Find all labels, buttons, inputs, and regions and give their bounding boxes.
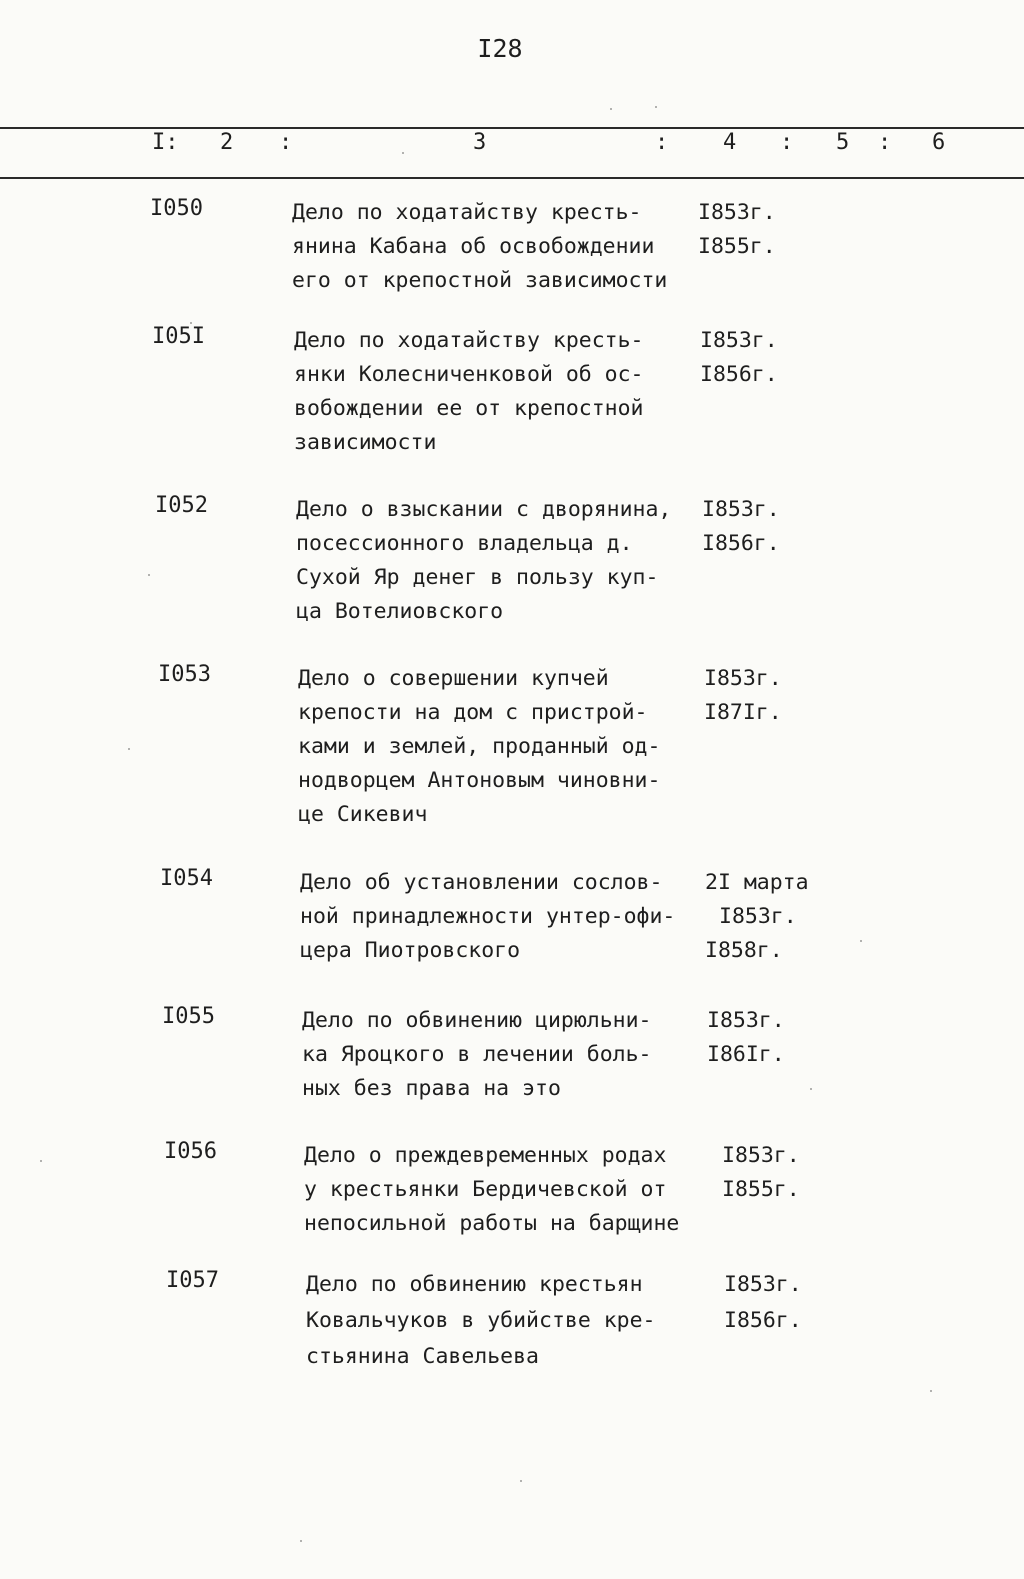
description-line: ка Яроцкого в лечении боль-	[302, 1042, 652, 1067]
date-line: I858г.	[705, 938, 783, 963]
description-line: крепости на дом с пристрой-	[298, 700, 648, 725]
entry-number: I055	[162, 1004, 215, 1029]
scan-speck	[860, 940, 862, 942]
scan-speck	[655, 106, 657, 108]
description-line: янки Колесниченковой об ос-	[294, 362, 644, 387]
description-line: посессионного владельца д.	[296, 531, 633, 556]
entry-dates	[707, 1004, 847, 1072]
description-line: Дело о взыскании с дворянина,	[296, 497, 672, 522]
column-header-3: 3	[473, 130, 487, 155]
entry-description	[296, 493, 716, 629]
column-header-1: I:	[152, 130, 179, 155]
entry-description	[300, 866, 720, 968]
date-line: I853г.	[724, 1272, 802, 1297]
scan-speck	[930, 1390, 932, 1392]
table-top-rule	[0, 127, 1024, 129]
scan-speck	[610, 108, 612, 110]
scan-speck	[148, 574, 150, 576]
description-line: ной принадлежности унтер-офи-	[300, 904, 676, 929]
description-line: Ковальчуков в убийстве кре-	[306, 1308, 656, 1333]
entry-description	[298, 662, 718, 832]
date-line: I855г.	[698, 234, 776, 259]
column-separator: :	[279, 130, 293, 155]
description-line: Дело по обвинению крестьян	[306, 1272, 643, 1297]
description-line: Дело об установлении сослов-	[300, 870, 663, 895]
entry-dates	[702, 493, 842, 561]
description-line: нодворцем Антоновым чиновни-	[298, 768, 661, 793]
description-line: непосильной работы на барщине	[304, 1211, 680, 1236]
description-line: его от крепостной зависимости	[292, 268, 668, 293]
column-header-2: 2	[220, 130, 234, 155]
scan-speck	[128, 748, 130, 750]
date-line: I856г.	[702, 531, 780, 556]
table-column-header	[0, 130, 1024, 174]
date-line: I853г.	[698, 200, 776, 225]
description-line: Дело по ходатайству кресть-	[292, 200, 642, 225]
date-line: I853г.	[702, 497, 780, 522]
page-number: I28	[477, 34, 523, 63]
column-header-5: 5	[836, 130, 850, 155]
date-line: I87Iг.	[704, 700, 782, 725]
description-line: Дело по ходатайству кресть-	[294, 328, 644, 353]
column-separator: :	[780, 130, 794, 155]
scan-speck	[40, 1160, 42, 1162]
description-line: це Сикевич	[298, 802, 428, 827]
scan-speck	[300, 1540, 302, 1542]
entry-number: I056	[164, 1139, 217, 1164]
description-line: зависимости	[294, 430, 437, 455]
entry-dates	[705, 866, 845, 968]
entry-dates	[704, 662, 844, 730]
description-line: ками и землей, проданный од-	[298, 734, 661, 759]
table-header-bottom-rule	[0, 177, 1024, 179]
column-header-6: 6	[932, 130, 946, 155]
date-line: I86Iг.	[707, 1042, 785, 1067]
scan-speck	[810, 1088, 812, 1090]
date-line: I853г.	[704, 666, 782, 691]
description-line: Сухой Яр денег в пользу куп-	[296, 565, 659, 590]
description-line: янина Кабана об освобождении	[292, 234, 655, 259]
entry-number: I05I	[152, 324, 205, 349]
description-line: стьянина Савельева	[306, 1344, 539, 1369]
description-line: у крестьянки Бердичевской от	[304, 1177, 667, 1202]
entry-description	[302, 1004, 722, 1106]
scan-speck	[190, 322, 192, 324]
description-line: цера Пиотровского	[300, 938, 521, 963]
entry-number: I054	[160, 866, 213, 891]
date-line: I853г.	[722, 1143, 800, 1168]
scan-speck	[520, 1480, 522, 1482]
entry-description	[306, 1268, 726, 1374]
entry-description	[292, 196, 712, 298]
entry-number: I057	[166, 1268, 219, 1293]
column-separator: :	[878, 130, 892, 155]
entry-number: I052	[155, 493, 208, 518]
description-line: Дело о преждевременных родах	[304, 1143, 667, 1168]
description-line: Дело по обвинению цирюльни-	[302, 1008, 652, 1033]
entry-description	[294, 324, 714, 460]
date-line: I856г.	[724, 1308, 802, 1333]
entry-dates	[724, 1268, 864, 1340]
date-line: I853г.	[700, 328, 778, 353]
entry-number: I053	[158, 662, 211, 687]
scan-speck	[402, 152, 404, 154]
entry-number: I050	[150, 196, 203, 221]
description-line: ных без права на это	[302, 1076, 561, 1101]
date-line: I856г.	[700, 362, 778, 387]
description-line: Дело о совершении купчей	[298, 666, 609, 691]
entry-description	[304, 1139, 724, 1241]
date-line: 2I марта	[705, 870, 809, 895]
entry-dates	[700, 324, 840, 392]
date-line: I855г.	[722, 1177, 800, 1202]
description-line: ца Вотелиовского	[296, 599, 504, 624]
date-line: I853г.	[707, 1008, 785, 1033]
entry-dates	[722, 1139, 862, 1207]
date-line: I853г.	[719, 904, 797, 929]
entry-dates	[698, 196, 838, 264]
column-separator: :	[655, 130, 669, 155]
column-header-4: 4	[723, 130, 737, 155]
description-line: вобождении ее от крепостной	[294, 396, 644, 421]
